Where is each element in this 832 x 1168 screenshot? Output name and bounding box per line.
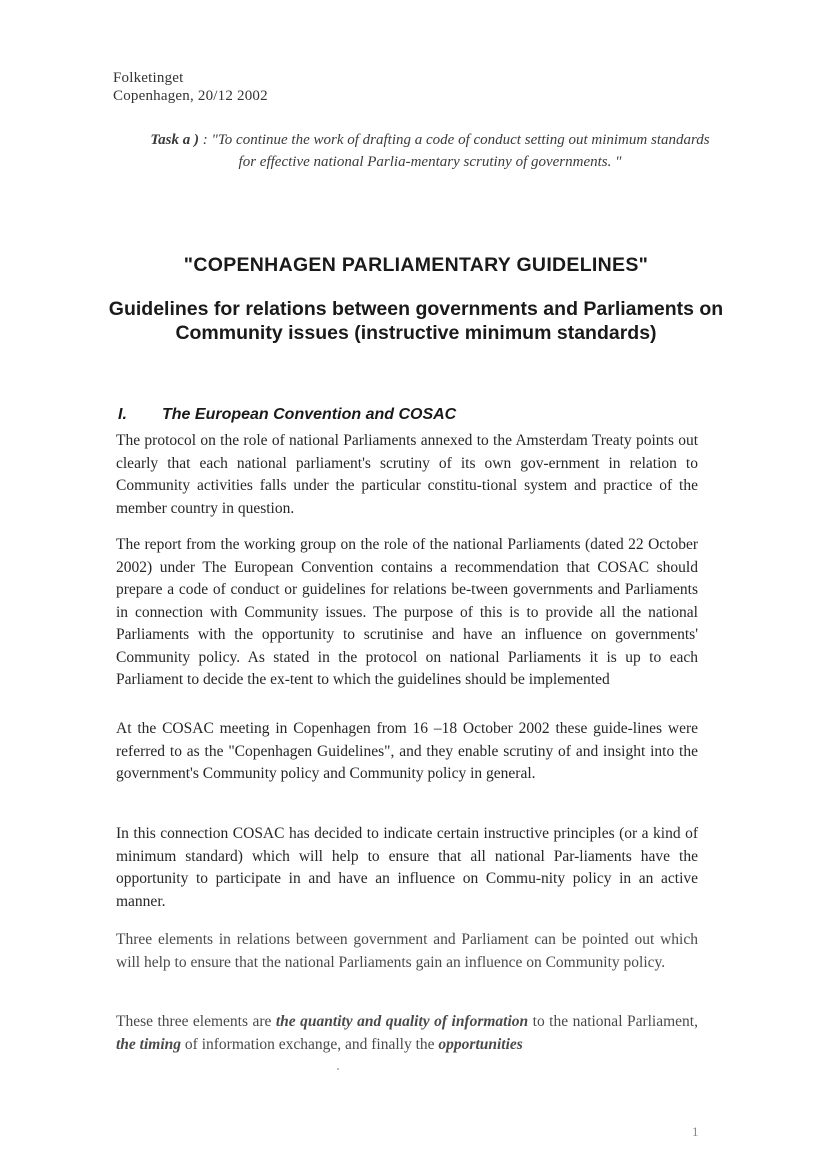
task-separator: : bbox=[199, 132, 212, 148]
section-title: The European Convention and COSAC bbox=[162, 406, 457, 423]
section-heading bbox=[118, 406, 456, 424]
paragraph-6-emphasis-3: opportunities bbox=[438, 1035, 523, 1053]
header-place-date: Copenhagen, 20/12 2002 bbox=[113, 88, 268, 104]
task-label: Task a ) bbox=[150, 132, 200, 148]
paragraph-6-emphasis-2: the timing bbox=[116, 1035, 182, 1053]
paragraph-5: Three elements in relations between government and Parliament can be pointed out which will help to ensure that the national Parliaments gain an influence on Community policy. bbox=[116, 931, 698, 971]
page-number: 1 bbox=[692, 1124, 699, 1139]
task-statement bbox=[150, 129, 710, 173]
paragraph-3: At the COSAC meeting in Copenhagen from 16 –18 October 2002 these guide-lines were referred to as the "Copenhagen Guidelines", and they enable scrutiny of and insight into the government's Community policy and Community policy in general. bbox=[116, 720, 698, 782]
header-organization: Folketinget bbox=[113, 70, 184, 86]
scan-speck bbox=[337, 1068, 339, 1070]
paragraph-6-part-1: These three elements are bbox=[116, 1013, 276, 1030]
paragraph-1: The protocol on the role of national Parliaments annexed to the Amsterdam Treaty points out clearly that each national parliament's scrutiny of its own gov-ernment in relation to Community activities falls under the particular constitu-tional system and practice of the member country in question. bbox=[116, 432, 698, 517]
section-number: I. bbox=[118, 406, 127, 423]
task-text: "To continue the work of drafting a code of conduct setting out minimum standards for effective national Parlia-mentary scrutiny of governments. " bbox=[211, 132, 710, 170]
paragraph-6 bbox=[116, 1011, 698, 1056]
paragraph-6-part-2: to the national Parliament, bbox=[528, 1013, 698, 1030]
paragraph-4: In this connection COSAC has decided to indicate certain instructive principles (or a kind of minimum standard) which will help to ensure that all national Par-liaments have the opportunity to participate in and have an influence on Commu-nity policy in an active manner. bbox=[116, 825, 698, 910]
document-title: "COPENHAGEN PARLIAMENTARY GUIDELINES" bbox=[183, 254, 649, 276]
paragraph-6-part-3: of information exchange, and finally the bbox=[181, 1035, 439, 1053]
paragraph-6-emphasis-1: the quantity and quality of information bbox=[275, 1013, 529, 1030]
document-subtitle: Guidelines for relations between governments and Parliaments on Community issues (instructive minimum standards) bbox=[108, 298, 724, 344]
paragraph-2: The report from the working group on the role of the national Parliaments (dated 22 October 2002) under The European Convention contains a recommendation that COSAC should prepare a code of conduct or guidelines for relations be-tween governments and Parliaments in connection with Community issues. The purpose of this is to provide all the national Parliaments with the opportunity to scrutinise and have an influence on governments' Community policy. As stated in the protocol on national Parliaments it is up to each Parliament to decide the ex-tent to which the guidelines should be implemented bbox=[116, 536, 698, 688]
